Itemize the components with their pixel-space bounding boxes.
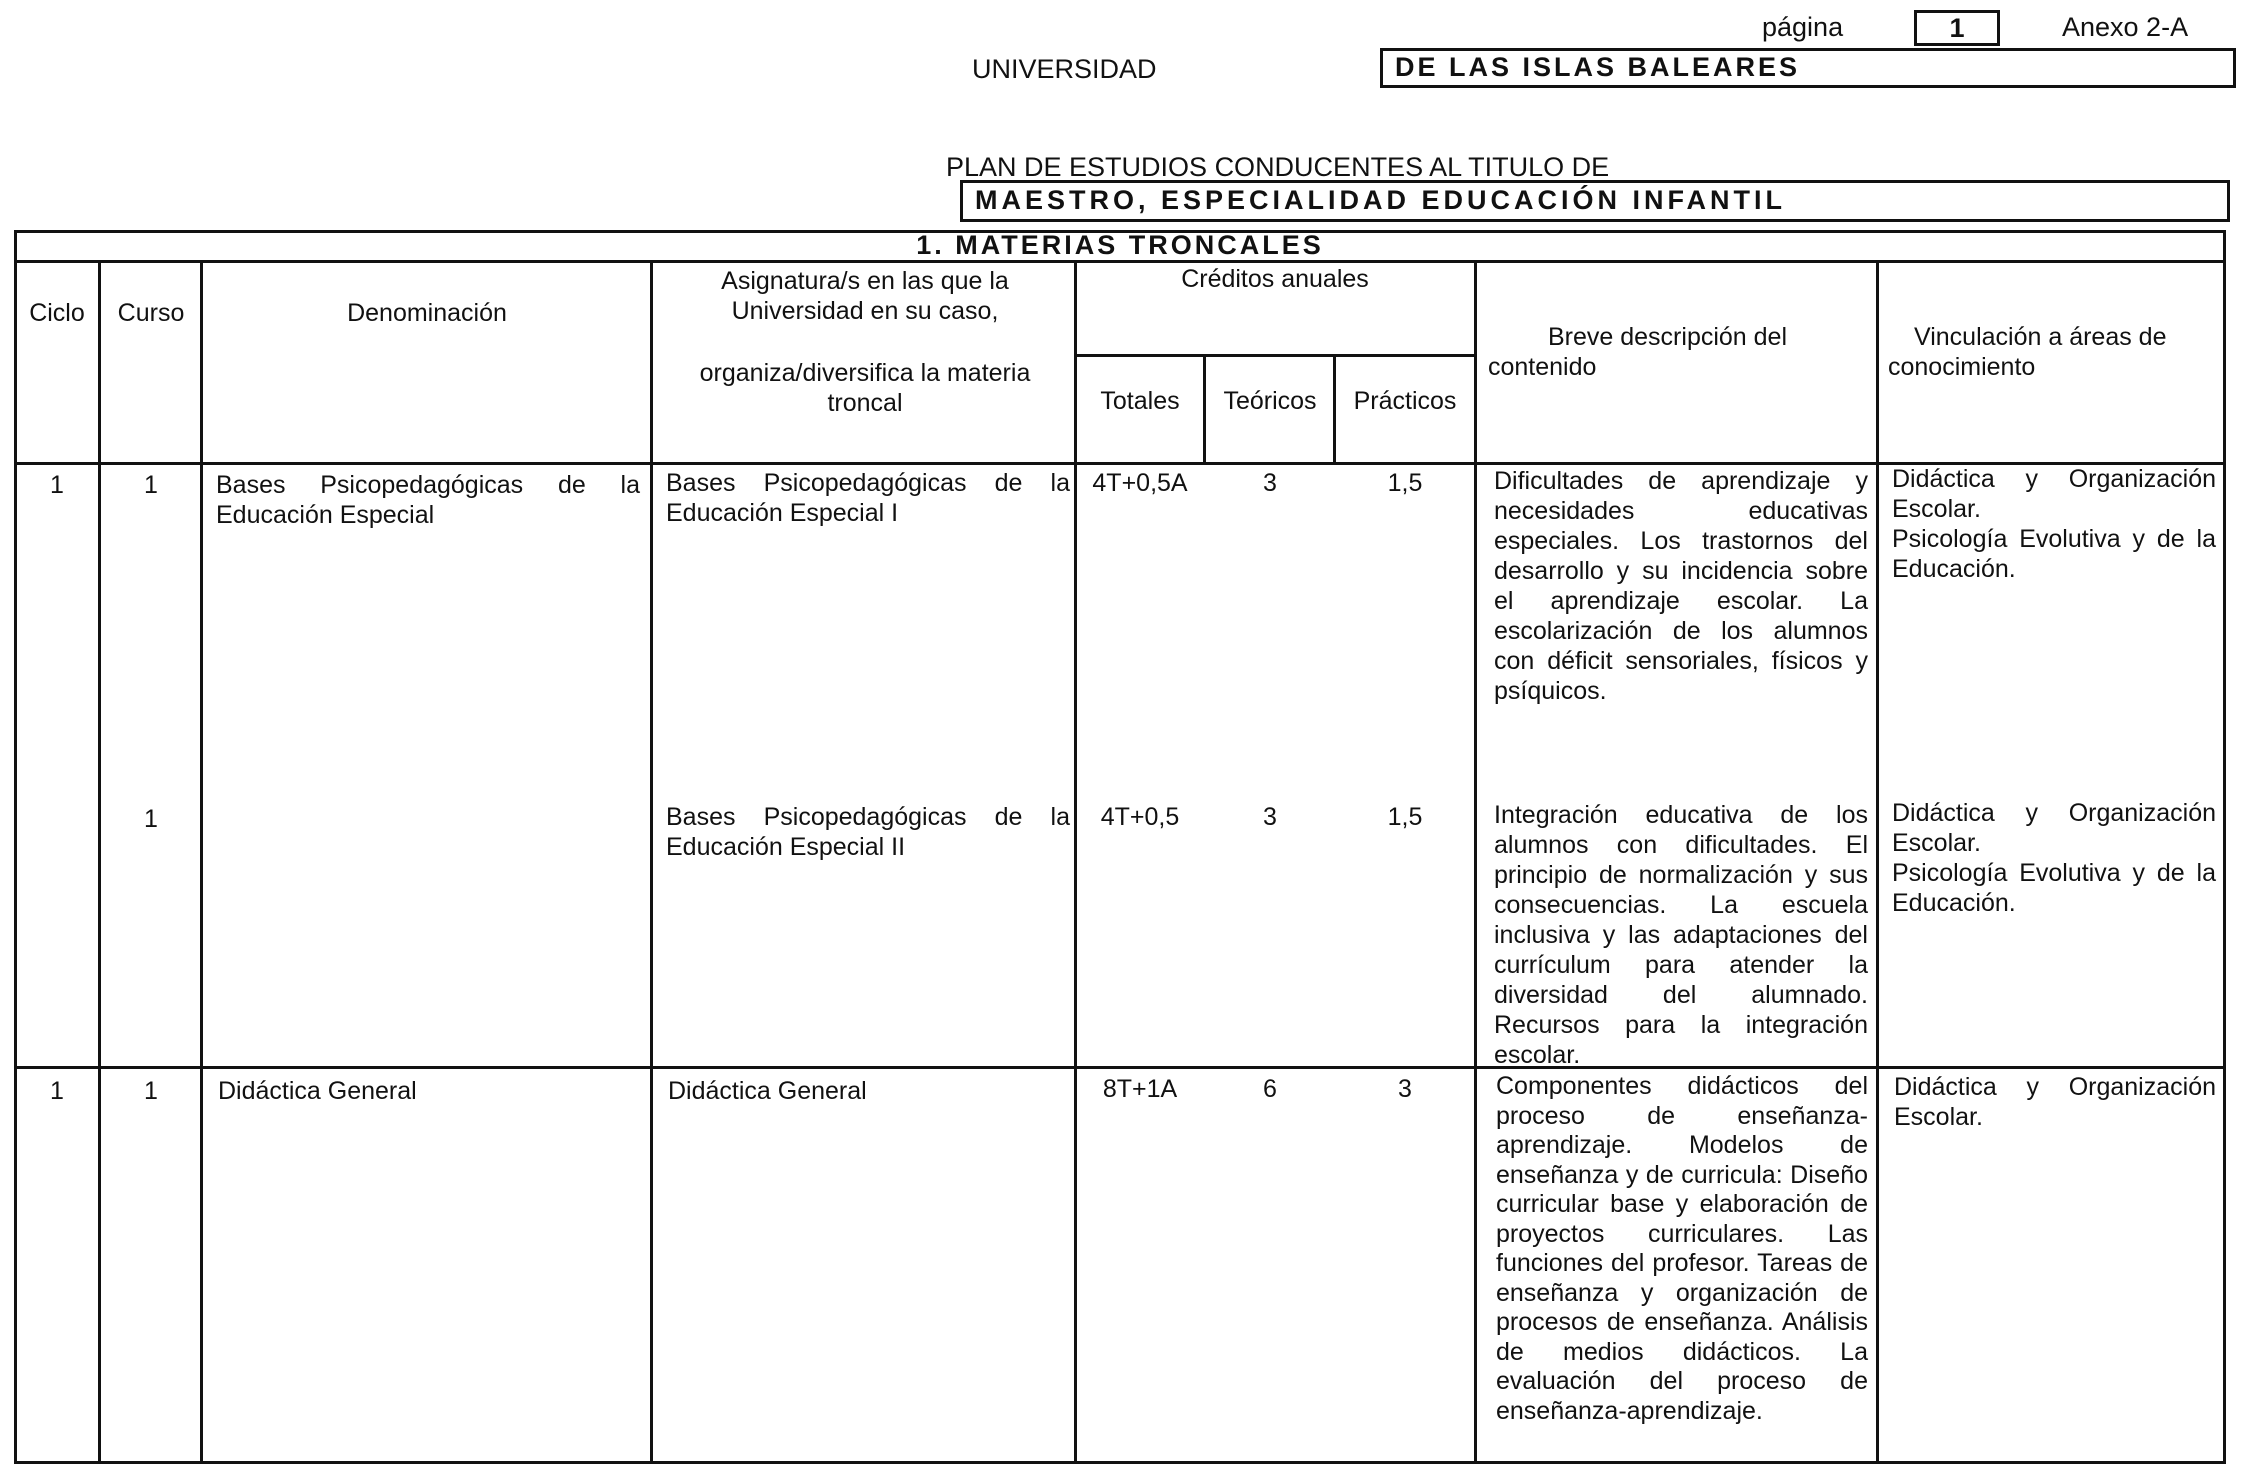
plan-label: PLAN DE ESTUDIOS CONDUCENTES AL TITULO DE	[946, 152, 1610, 182]
row3-asignatura: Didáctica General	[668, 1077, 867, 1105]
universidad-label: UNIVERSIDAD	[972, 54, 1157, 84]
col-line	[98, 260, 101, 1464]
row2-totales: 4T+0,5	[1100, 803, 1180, 831]
row1-practicos: 1,5	[1387, 469, 1423, 497]
row-divider	[14, 1066, 2226, 1069]
row3-vinculacion: Didáctica y Organización Escolar.	[1894, 1073, 2216, 1131]
section-title: 1. MATERIAS TRONCALES	[916, 230, 1324, 260]
row3-descripcion: Componentes didácticos del proceso de enseñanza-aprendizaje. Modelos de enseñanza y de curricula: Diseño curricular base y elaboración de proyectos curriculares. Las funciones del profesor. Tareas de enseñanza y organización de procesos de enseñanza. Análisis de medios didácticos. La evaluación del proceso de enseñanza-aprendizaje.	[1496, 1072, 1868, 1425]
header-ciclo: Ciclo	[29, 299, 85, 327]
row1-teoricos: 3	[1263, 469, 1277, 497]
row3-teoricos: 6	[1263, 1075, 1277, 1103]
col-line	[650, 260, 653, 1464]
title-box: MAESTRO, ESPECIALIDAD EDUCACIÓN INFANTIL	[960, 180, 2230, 222]
col-line	[200, 260, 203, 1464]
header-denominacion: Denominación	[347, 299, 507, 327]
row2-descripcion: Integración educativa de los alumnos con dificultades. El principio de normalización y sus consecuencias. La escuela inclusiva y las adaptaciones del currículum para atender la diversidad del alumnado. Recursos para la integración escolar.	[1494, 801, 1868, 1069]
header-practicos: Prácticos	[1353, 387, 1457, 415]
row2-curso: 1	[144, 805, 158, 833]
col-line	[1876, 260, 1879, 1464]
creditos-divider	[1074, 354, 1474, 357]
section-divider	[14, 260, 2226, 263]
row2-vinculacion: Didáctica y Organización Escolar. Psicología Evolutiva y de la Educación.	[1892, 799, 2216, 917]
header-descripcion: Breve descripción del contenido	[1488, 323, 1788, 381]
header-vinculacion: Vinculación a áreas de conocimiento	[1888, 323, 2167, 381]
annex-label: Anexo 2-A	[2062, 12, 2189, 42]
header-curso: Curso	[117, 299, 185, 327]
row3-practicos: 3	[1398, 1075, 1412, 1103]
row3-totales: 8T+1A	[1102, 1075, 1178, 1103]
row3-curso: 1	[144, 1077, 158, 1105]
row3-denominacion: Didáctica General	[218, 1077, 417, 1105]
header-totales: Totales	[1100, 387, 1180, 415]
row1-totales: 4T+0,5A	[1092, 469, 1188, 497]
pagina-label: página	[1762, 12, 1844, 42]
header-creditos: Créditos anuales	[1181, 265, 1369, 293]
row1-denominacion: Bases Psicopedagógicas de la Educación Especial	[216, 471, 640, 529]
col-line	[1474, 260, 1477, 1464]
row2-asignatura: Bases Psicopedagógicas de la Educación Especial II	[666, 803, 1070, 861]
row1-vinculacion: Didáctica y Organización Escolar. Psicología Evolutiva y de la Educación.	[1892, 465, 2216, 583]
row1-curso: 1	[144, 471, 158, 499]
col-line	[1074, 260, 1077, 1464]
row2-practicos: 1,5	[1387, 803, 1423, 831]
row1-ciclo: 1	[50, 471, 64, 499]
header-asignatura-line2: organiza/diversifica la materia troncal	[699, 359, 1031, 417]
universidad-box: DE LAS ISLAS BALEARES	[1380, 48, 2236, 88]
header-teoricos: Teóricos	[1223, 387, 1317, 415]
row2-teoricos: 3	[1263, 803, 1277, 831]
header-asignatura-line1: Asignatura/s en las que la Universidad en su caso,	[721, 267, 1009, 325]
row3-ciclo: 1	[50, 1077, 64, 1105]
row1-asignatura: Bases Psicopedagógicas de la Educación Especial I	[666, 469, 1070, 527]
row1-descripcion: Dificultades de aprendizaje y necesidades educativas especiales. Los trastornos del desarrollo y su incidencia sobre el aprendizaje escolar. La escolarización de los alumnos con déficit sensoriales, físicos y psíquicos.	[1494, 467, 1868, 705]
pagina-number-box: 1	[1914, 10, 2000, 46]
